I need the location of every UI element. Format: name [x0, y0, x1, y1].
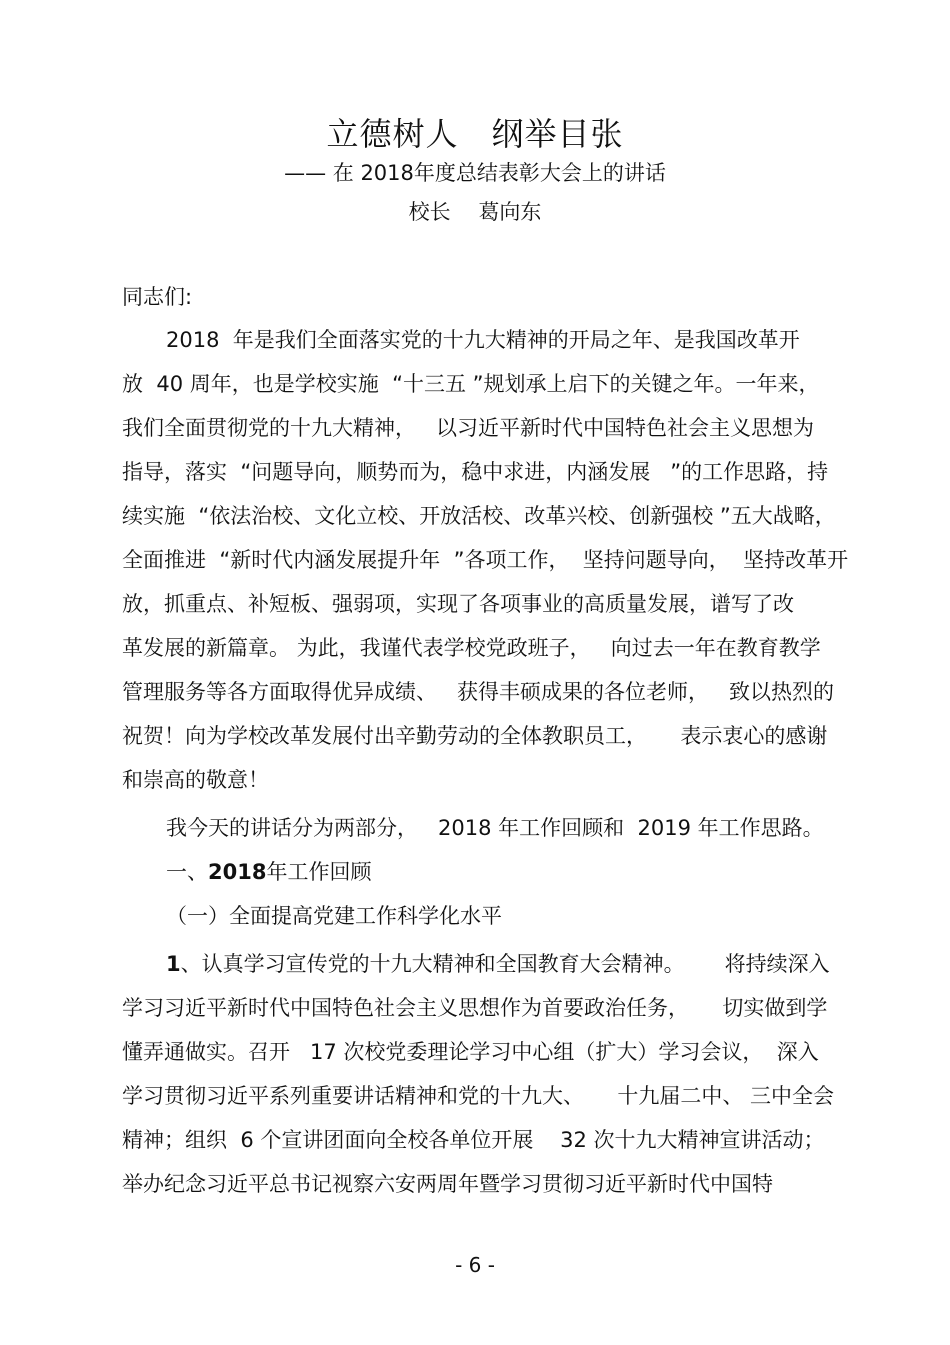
salutation: 同志们:: [122, 285, 193, 309]
body-line: 学习贯彻习近平系列重要讲话精神和党的十九大、 十九届二中、 三中全会: [122, 1084, 835, 1108]
section-heading-number: 一、: [166, 860, 208, 884]
item-number: 1: [166, 952, 181, 976]
body-line: 懂弄通做实。召开 17 次校党委理论学习中心组（扩大）学习会议， 深入: [122, 1040, 819, 1064]
body-line: 2018 年是我们全面落实党的十九大精神的开局之年、是我国改革开: [166, 328, 800, 352]
body-line: 精神；组织 6 个宣讲团面向全校各单位开展 32 次十九大精神宣讲活动；: [122, 1128, 825, 1152]
section-heading-year: 2018: [208, 860, 267, 884]
body-line: 我们全面贯彻党的十九大精神， 以习近平新时代中国特色社会主义思想为: [122, 416, 815, 440]
document-subtitle: —— 在 2018年度总结表彰大会上的讲话: [284, 161, 666, 185]
body-line: 革发展的新篇章。 为此，我谨代表学校党政班子， 向过去一年在教育教学: [122, 636, 821, 660]
section-heading-text: 年工作回顾: [266, 860, 372, 884]
body-line: 祝贺！向为学校改革发展付出辛勤劳动的全体教职员工， 表示衷心的感谢: [122, 724, 828, 748]
body-line: 指导，落实 “问题导向，顺势而为，稳中求进，内涵发展 ”的工作思路，持: [122, 460, 829, 484]
body-line: 举办纪念习近平总书记视察六安两周年暨学习贯彻习近平新时代中国特: [122, 1172, 773, 1196]
item-text: 、认真学习宣传党的十九大精神和全国教育大会精神。 将持续深入: [180, 952, 830, 976]
body-line: 续实施 “依法治校、文化立校、开放活校、改革兴校、创新强校 ”五大战略，: [122, 504, 836, 528]
body-line: 全面推进 “新时代内涵发展提升年 ”各项工作， 坚持问题导向， 坚持改革开: [122, 548, 849, 572]
body-line: 管理服务等各方面取得优异成绩、 获得丰硕成果的各位老师， 致以热烈的: [122, 680, 835, 704]
body-line: 放，抓重点、补短板、强弱项，实现了各项事业的高质量发展，谱写了改: [122, 592, 794, 616]
body-line: 放 40 周年，也是学校实施 “十三五 ”规划承上启下的关键之年。一年来，: [122, 372, 820, 396]
body-line: 学习习近平新时代中国特色社会主义思想作为首要政治任务， 切实做到学: [122, 996, 828, 1020]
document-author: 校长 葛向东: [408, 200, 542, 224]
body-line: 和崇高的敬意！: [122, 768, 269, 792]
document-title: 立德树人 纲举目张: [326, 115, 624, 153]
section-heading: [166, 857, 371, 887]
subsection-heading: （一）全面提高党建工作科学化水平: [166, 904, 502, 928]
body-line: 我今天的讲话分为两部分， 2018 年工作回顾和 2019 年工作思路。: [166, 816, 824, 840]
page-number: - 6 -: [455, 1253, 495, 1277]
body-line: [166, 949, 830, 979]
